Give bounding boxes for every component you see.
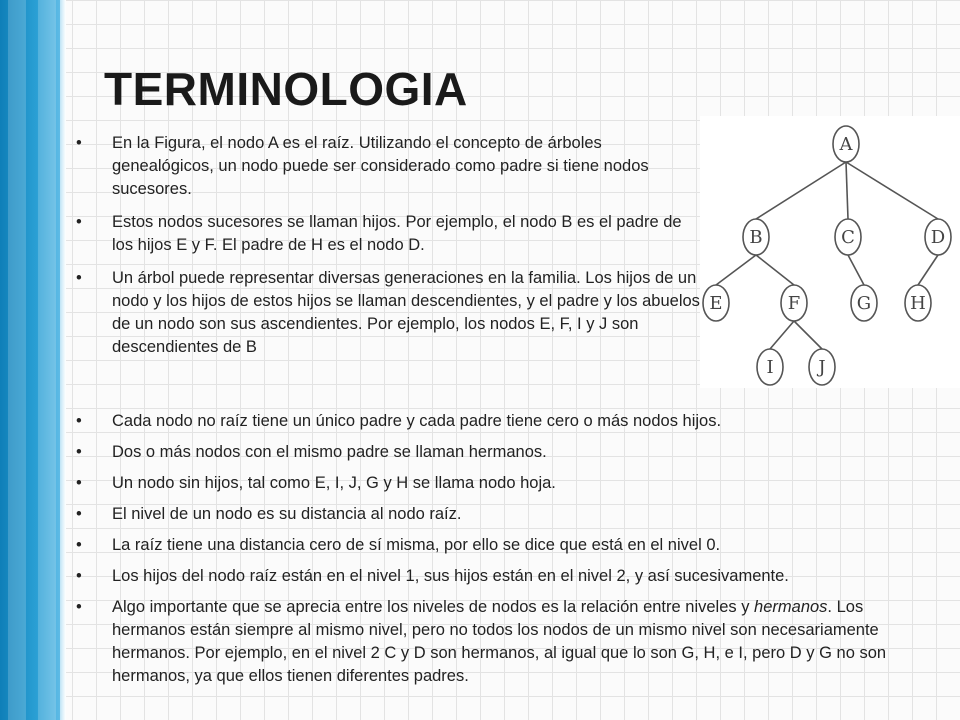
slide-title: TERMINOLOGIA (104, 63, 468, 115)
bullet-item: • El nivel de un nodo es su distancia al nodo raíz. (76, 503, 936, 526)
tree-edge-F-I (770, 321, 794, 349)
bullet-emphasis: hermanos (754, 598, 828, 616)
top-bullet-list (76, 132, 706, 369)
tree-node-J (809, 349, 835, 385)
bullet-item-levels (76, 596, 936, 688)
tree-node-label: H (910, 293, 926, 314)
tree-edge-A-D (846, 162, 938, 219)
tree-edge-A-B (756, 162, 846, 219)
tree-edge-B-E (716, 255, 756, 285)
bullet-text-after: . Los hermanos están siempre al mismo nivel, pero no todos los nodos de un mismo nivel son necesariamente hermanos. Por ejemplo, en el nivel 2 C y D son hermanos, al igual que lo son G, H, e I, pero D y G no son hermanos, ya que ellos tienen diferentes padres. (112, 598, 887, 685)
tree-node-label: E (709, 293, 723, 314)
tree-node-label: C (841, 227, 855, 248)
tree-node-label: J (818, 357, 826, 378)
tree-node-I (757, 349, 783, 385)
tree-node-G (851, 285, 877, 321)
bullet-text-before: Algo importante que se aprecia entre los niveles de nodos es la relación entre niveles y (112, 598, 755, 616)
bullet-item: • Estos nodos sucesores se llaman hijos. Por ejemplo, el nodo B es el padre de los hijos E y F. El padre de H es el nodo D. (76, 211, 706, 257)
tree-node-D (925, 219, 951, 255)
bullet-item: • Dos o más nodos con el mismo padre se llaman hermanos. (76, 441, 936, 464)
decorative-sidebar (0, 0, 66, 720)
tree-figure (700, 116, 960, 388)
tree-node-F (781, 285, 807, 321)
tree-node-label: A (839, 134, 853, 155)
tree-edge-A-C (846, 162, 848, 219)
tree-edge-F-J (794, 321, 822, 349)
tree-node-H (905, 285, 931, 321)
tree-node-A (833, 126, 859, 162)
sidebar-edge (60, 0, 66, 720)
bullet-item: • Cada nodo no raíz tiene un único padre y cada padre tiene cero o más nodos hijos. (76, 410, 936, 433)
tree-node-label: B (749, 227, 763, 248)
sidebar-stripe (8, 0, 26, 720)
bullet-item: • Los hijos del nodo raíz están en el nivel 1, sus hijos están en el nivel 2, y así sucesivamente. (76, 565, 936, 588)
tree-node-label: I (766, 357, 774, 378)
tree-node-label: F (787, 293, 801, 314)
bullet-item: • Un árbol puede representar diversas generaciones en la familia. Los hijos de un nodo y los hijos de estos hijos se llaman descendientes, y el padre y los abuelos de un nodo son sus ascendientes. Por ejemplo, los nodos E, F, I y J son descendientes de B (76, 267, 706, 359)
tree-edge-B-F (756, 255, 794, 285)
tree-node-label: G (856, 293, 872, 314)
bottom-bullet-list (76, 410, 936, 696)
tree-node-B (743, 219, 769, 255)
tree-edge-D-H (918, 255, 938, 285)
tree-diagram (700, 116, 960, 388)
bullet-item: • La raíz tiene una distancia cero de sí misma, por ello se dice que está en el nivel 0. (76, 534, 936, 557)
sidebar-stripe (38, 0, 56, 720)
tree-edge-C-G (848, 255, 864, 285)
tree-node-C (835, 219, 861, 255)
tree-node-E (703, 285, 729, 321)
bullet-item: • En la Figura, el nodo A es el raíz. Utilizando el concepto de árboles genealógicos, un nodo puede ser considerado como padre si tiene nodos sucesores. (76, 132, 706, 201)
bullet-item: • Un nodo sin hijos, tal como E, I, J, G y H se llama nodo hoja. (76, 472, 936, 495)
tree-node-label: D (930, 227, 946, 248)
